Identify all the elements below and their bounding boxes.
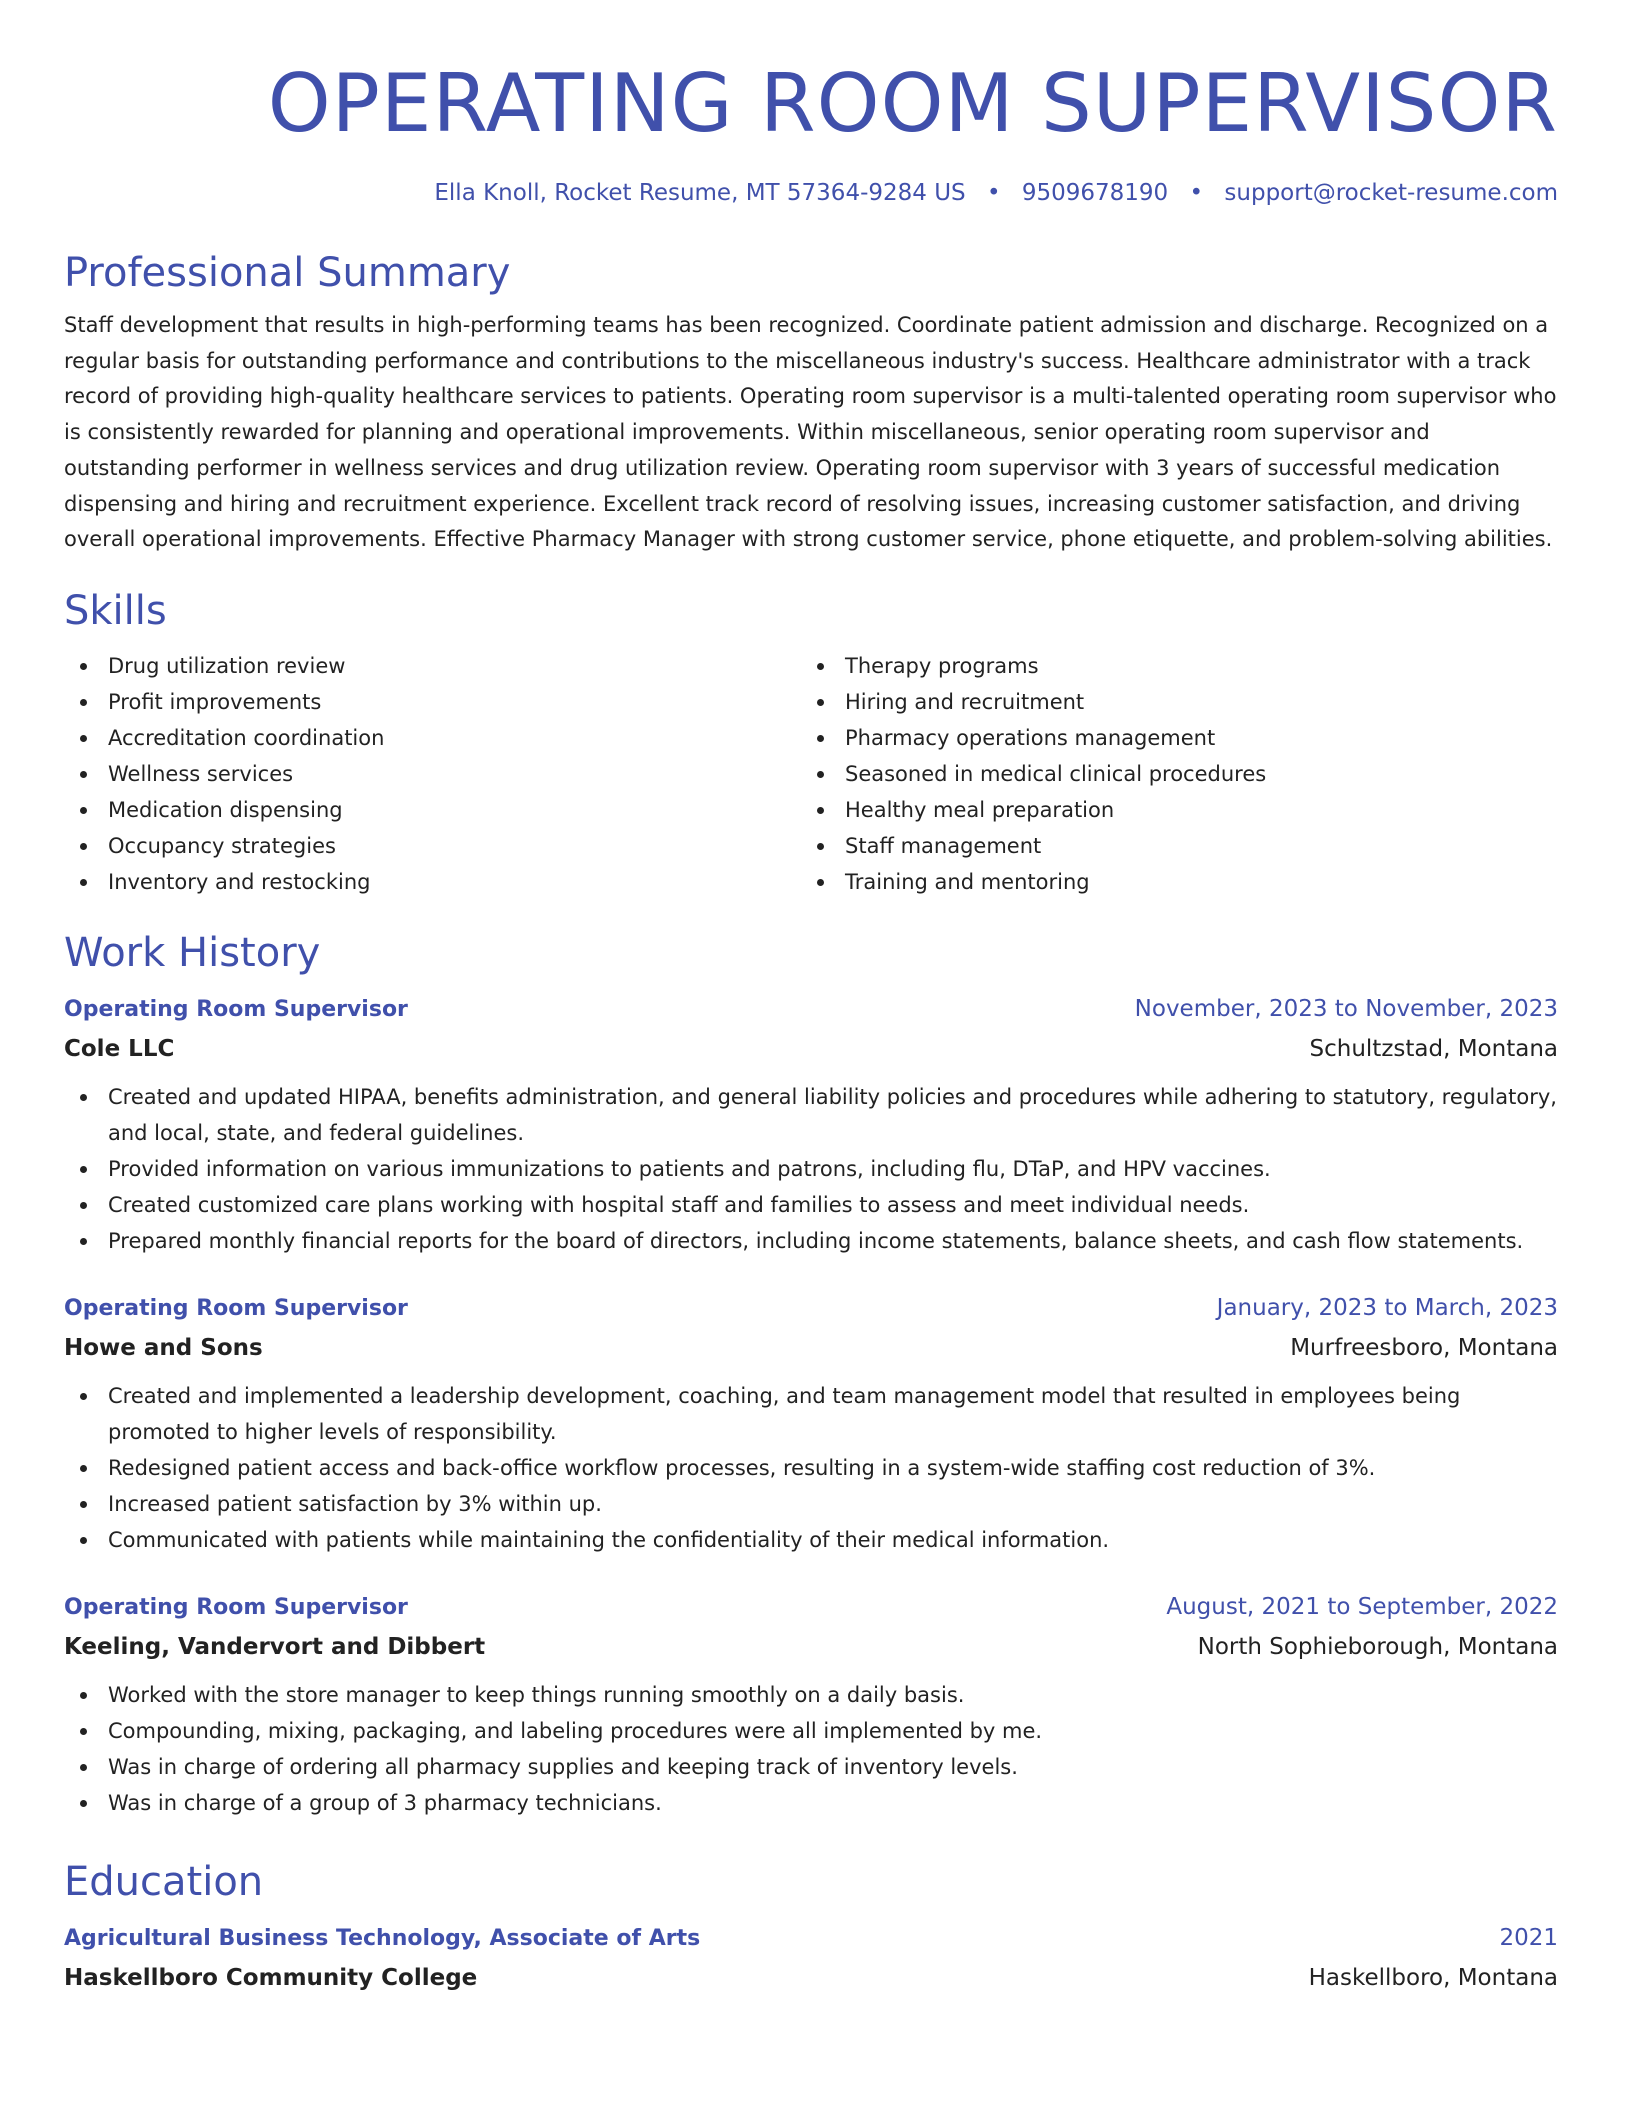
job-title: Operating Room Supervisor xyxy=(64,1295,408,1321)
skill-item: Medication dispensing xyxy=(64,792,801,828)
skill-item: Therapy programs xyxy=(801,648,1538,684)
job-company: Keeling, Vandervort and Dibbert xyxy=(64,1633,486,1660)
job-location: Schultzstad, Montana xyxy=(1309,1035,1558,1062)
job-bullet: Redesigned patient access and back-office workflow processes, resulting in a system-wide staffing cost reduction of 3%. xyxy=(64,1450,1558,1486)
education-degree: Agricultural Business Technology, Associate of Arts xyxy=(64,1925,701,1951)
job-bullets xyxy=(64,1079,1558,1259)
job-bullet: Compounding, mixing, packaging, and labeling procedures were all implemented by me. xyxy=(64,1713,1558,1749)
resume-title: OPERATING ROOM SUPERVISOR xyxy=(267,57,1558,150)
job-dates: November, 2023 to November, 2023 xyxy=(1134,995,1558,1022)
job-bullet: Communicated with patients while maintaining the confidentiality of their medical information. xyxy=(64,1522,1558,1558)
skill-item: Occupancy strategies xyxy=(64,828,801,864)
education-heading: Education xyxy=(64,1858,264,1905)
skills-column-left xyxy=(64,648,801,900)
job-bullet: Was in charge of ordering all pharmacy supplies and keeping track of inventory levels. xyxy=(64,1749,1558,1785)
job-title: Operating Room Supervisor xyxy=(64,1594,408,1620)
job-bullet: Created customized care plans working with hospital staff and families to assess and meet individual needs. xyxy=(64,1187,1558,1223)
contact-address: Ella Knoll, Rocket Resume, MT 57364-9284 US xyxy=(434,180,966,206)
job-title: Operating Room Supervisor xyxy=(64,996,408,1022)
skill-item: Drug utilization review xyxy=(64,648,801,684)
job-bullet: Created and implemented a leadership development, coaching, and team management model that resulted in employees being promoted to higher levels of responsibility. xyxy=(64,1378,1558,1450)
job-entry xyxy=(64,1289,1558,1558)
job-entry xyxy=(64,1588,1558,1821)
skills-column-right xyxy=(801,648,1538,900)
professional-summary-text: Staff development that results in high-performing teams has been recognized. Coordinate patient admission and discharge. Recognized on a regular basis for outstanding performance and contributions to the miscellaneous industry's success. Healthcare administrator with a track record of providing high-quality healthcare services to patients. Operating room supervisor is a multi-talented operating room supervisor who is consistently rewarded for planning and operational improvements. Within miscellaneous, senior operating room supervisor and outstanding performer in wellness services and drug utilization review. Operating room supervisor with 3 years of successful medication dispensing and hiring and recruitment experience. Excellent track record of resolving issues, increasing customer satisfaction, and driving overall operational improvements. Effective Pharmacy Manager with strong customer service, phone etiquette, and problem-solving abilities. xyxy=(64,313,1557,552)
work-history-heading: Work History xyxy=(64,929,321,976)
contact-line xyxy=(64,178,1558,208)
job-bullets xyxy=(64,1378,1558,1558)
contact-phone: 9509678190 xyxy=(1021,180,1169,206)
contact-separator: • xyxy=(1189,180,1204,206)
contact-separator: • xyxy=(986,180,1001,206)
education-year: 2021 xyxy=(1499,1924,1558,1951)
job-dates: August, 2021 to September, 2022 xyxy=(1166,1593,1558,1620)
job-bullet: Prepared monthly financial reports for the board of directors, including income statements, balance sheets, and cash flow statements. xyxy=(64,1223,1558,1259)
job-company: Howe and Sons xyxy=(64,1334,263,1361)
job-entry xyxy=(64,990,1558,1259)
education-school: Haskellboro Community College xyxy=(64,1964,478,1991)
resume-header xyxy=(64,56,1558,208)
job-location: Murfreesboro, Montana xyxy=(1290,1334,1558,1361)
skills-list xyxy=(64,648,1558,900)
job-bullet: Provided information on various immunizations to patients and patrons, including flu, DTaP, and HPV vaccines. xyxy=(64,1151,1558,1187)
job-bullets xyxy=(64,1677,1558,1821)
skill-item: Pharmacy operations management xyxy=(801,720,1538,756)
contact-email[interactable]: support@rocket-resume.com xyxy=(1224,180,1558,206)
skill-item: Healthy meal preparation xyxy=(801,792,1538,828)
skills-heading: Skills xyxy=(64,587,167,634)
skill-item: Wellness services xyxy=(64,756,801,792)
job-bullet: Was in charge of a group of 3 pharmacy technicians. xyxy=(64,1785,1558,1821)
job-bullet: Worked with the store manager to keep things running smoothly on a daily basis. xyxy=(64,1677,1558,1713)
job-location: North Sophieborough, Montana xyxy=(1197,1633,1558,1660)
professional-summary-heading: Professional Summary xyxy=(64,250,511,296)
skill-item: Seasoned in medical clinical procedures xyxy=(801,756,1538,792)
skill-item: Accreditation coordination xyxy=(64,720,801,756)
education-entry xyxy=(64,1919,1558,1998)
job-company: Cole LLC xyxy=(64,1035,175,1062)
education-location: Haskellboro, Montana xyxy=(1308,1964,1558,1991)
job-dates: January, 2023 to March, 2023 xyxy=(1216,1294,1558,1321)
skill-item: Inventory and restocking xyxy=(64,864,801,900)
skill-item: Hiring and recruitment xyxy=(801,684,1538,720)
skill-item: Training and mentoring xyxy=(801,864,1538,900)
job-bullet: Created and updated HIPAA, benefits administration, and general liability policies and procedures while adhering to statutory, regulatory, and local, state, and federal guidelines. xyxy=(64,1079,1558,1151)
skill-item: Profit improvements xyxy=(64,684,801,720)
job-bullet: Increased patient satisfaction by 3% within up. xyxy=(64,1486,1558,1522)
skill-item: Staff management xyxy=(801,828,1538,864)
resume-page xyxy=(64,0,1558,1998)
